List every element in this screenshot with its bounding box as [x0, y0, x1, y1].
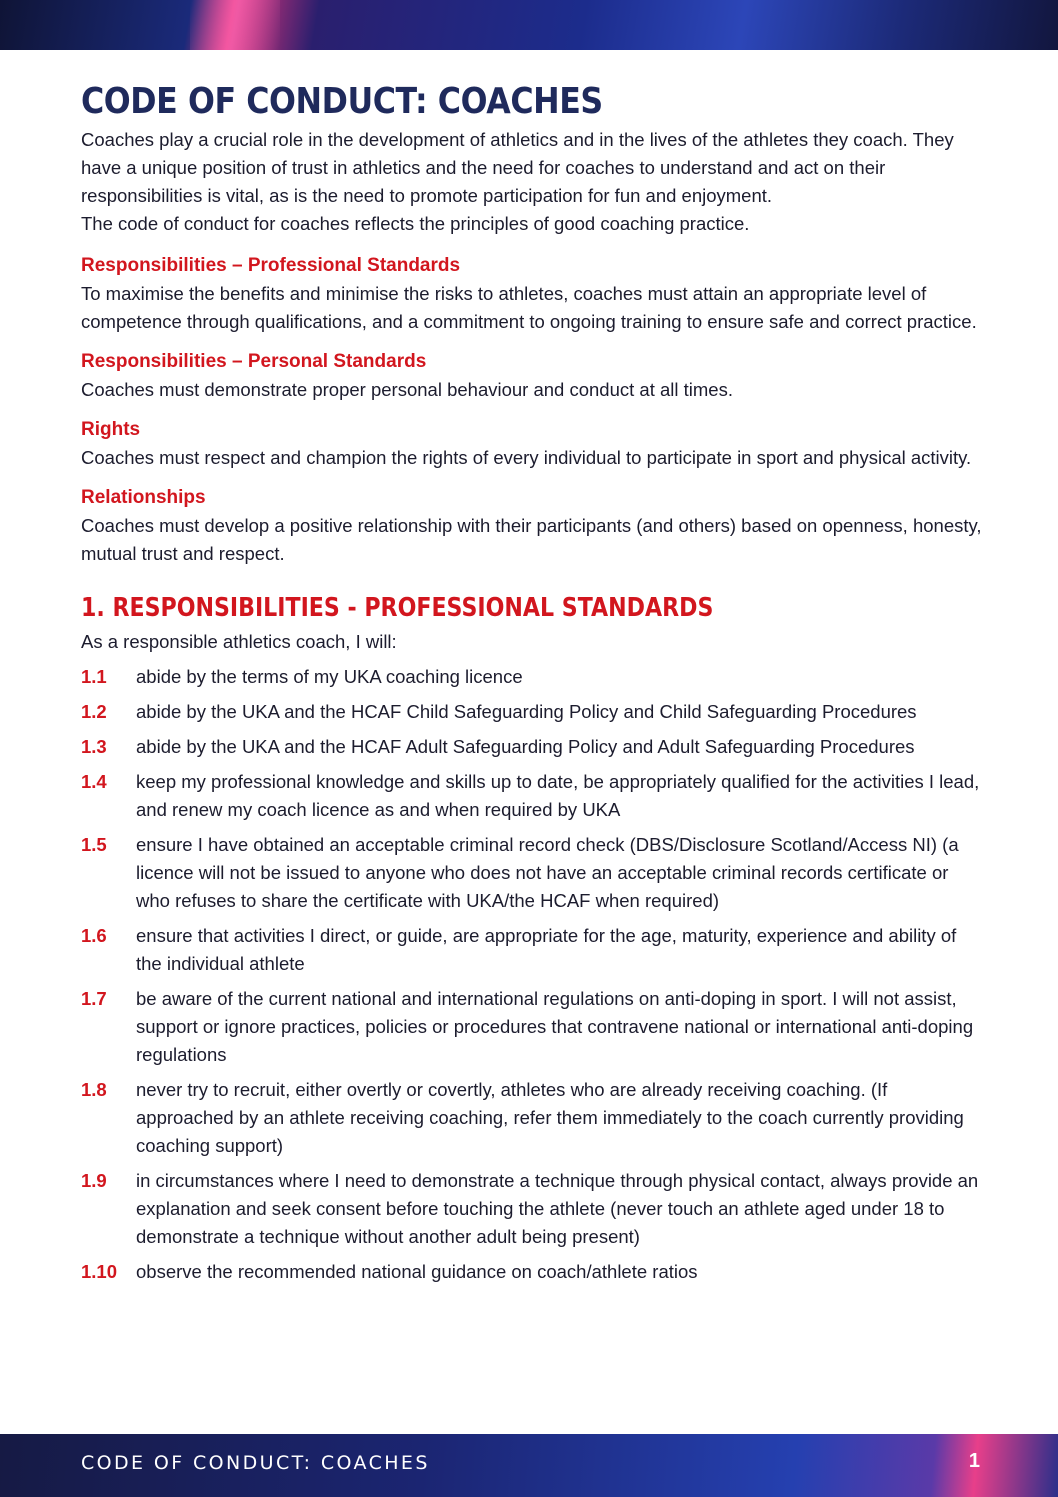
section-heading: 1. RESPONSIBILITIES - PROFESSIONAL STANDARDS [81, 593, 714, 623]
principle-block [81, 348, 986, 404]
responsibility-list [81, 663, 986, 1286]
item-text: abide by the terms of my UKA coaching licence [136, 666, 523, 687]
item-text: keep my professional knowledge and skills up to date, be appropriately qualified for the activities I lead, and renew my coach licence as and when required by UKA [136, 771, 980, 820]
item-number: 1.4 [81, 771, 107, 792]
principle-heading: Relationships [81, 487, 206, 508]
item-number: 1.8 [81, 1079, 107, 1100]
page-title: CODE OF CONDUCT: COACHES [81, 81, 603, 122]
page-number: 1 [968, 1450, 980, 1472]
item-number: 1.7 [81, 988, 107, 1009]
item-text: be aware of the current national and international regulations on anti-doping in sport. I will not assist, support or ignore practices, policies or procedures that contravene national or international anti-doping regulations [136, 988, 974, 1065]
principle-heading: Rights [81, 419, 141, 440]
item-text: never try to recruit, either overtly or covertly, athletes who are already receiving coaching. (If approached by an athlete receiving coaching, refer them immediately to the coach currently providing coaching support) [136, 1079, 964, 1156]
principle-text: To maximise the benefits and minimise the risks to athletes, coaches must attain an appropriate level of competence through qualifications, and a commitment to ongoing training to ensure safe and correct practice. [81, 283, 977, 332]
section-lead: As a responsible athletics coach, I will: [81, 631, 397, 652]
principle-block [81, 484, 986, 568]
list-item [81, 922, 986, 978]
item-number: 1.10 [81, 1261, 118, 1282]
item-number: 1.2 [81, 701, 107, 722]
list-item [81, 733, 986, 761]
intro-paragraph: The code of conduct for coaches reflects the principles of good coaching practice. [81, 213, 750, 234]
principle-block [81, 252, 986, 336]
item-text: ensure that activities I direct, or guide, are appropriate for the age, maturity, experience and ability of the individual athlete [136, 925, 957, 974]
principle-text: Coaches must develop a positive relationship with their participants (and others) based on openness, honesty, mutual trust and respect. [81, 515, 982, 564]
item-number: 1.3 [81, 736, 107, 757]
item-text: observe the recommended national guidance on coach/athlete ratios [136, 1261, 698, 1282]
page-content [81, 78, 986, 1286]
list-item [81, 985, 986, 1069]
list-item [81, 1076, 986, 1160]
item-text: abide by the UKA and the HCAF Adult Safeguarding Policy and Adult Safeguarding Procedures [136, 736, 915, 757]
principle-heading: Responsibilities – Personal Standards [81, 351, 427, 372]
item-text: abide by the UKA and the HCAF Child Safeguarding Policy and Child Safeguarding Procedures [136, 701, 917, 722]
item-number: 1.1 [81, 666, 107, 687]
item-number: 1.9 [81, 1170, 107, 1191]
list-item [81, 663, 986, 691]
top-decorative-band [0, 0, 1058, 50]
list-item [81, 1167, 986, 1251]
principle-text: Coaches must respect and champion the rights of every individual to participate in sport and physical activity. [81, 447, 972, 468]
item-number: 1.5 [81, 834, 107, 855]
principle-text: Coaches must demonstrate proper personal behaviour and conduct at all times. [81, 379, 733, 400]
band-glow [190, 0, 280, 50]
item-text: ensure I have obtained an acceptable criminal record check (DBS/Disclosure Scotland/Access NI) (a licence will not be issued to anyone who does not have an acceptable criminal records certificate or who refuses to share the certificate with UKA/the HCAF when required) [136, 834, 959, 911]
list-item [81, 768, 986, 824]
principle-block [81, 416, 986, 472]
list-item [81, 1258, 986, 1286]
item-text: in circumstances where I need to demonstrate a technique through physical contact, always provide an explanation and seek consent before touching the athlete (never touch an athlete aged under 18 to demonstrate a technique without another adult being present) [136, 1170, 979, 1247]
item-number: 1.6 [81, 925, 107, 946]
intro-paragraph: Coaches play a crucial role in the development of athletics and in the lives of the athletes they coach. They have a unique position of trust in athletics and the need for coaches to understand and act on their responsibilities is vital, as is the need to promote participation for fun and enjoyment. [81, 129, 954, 206]
footer-title: CODE OF CONDUCT: COACHES [81, 1452, 430, 1474]
principle-heading: Responsibilities – Professional Standards [81, 255, 461, 276]
list-item [81, 698, 986, 726]
list-item [81, 831, 986, 915]
